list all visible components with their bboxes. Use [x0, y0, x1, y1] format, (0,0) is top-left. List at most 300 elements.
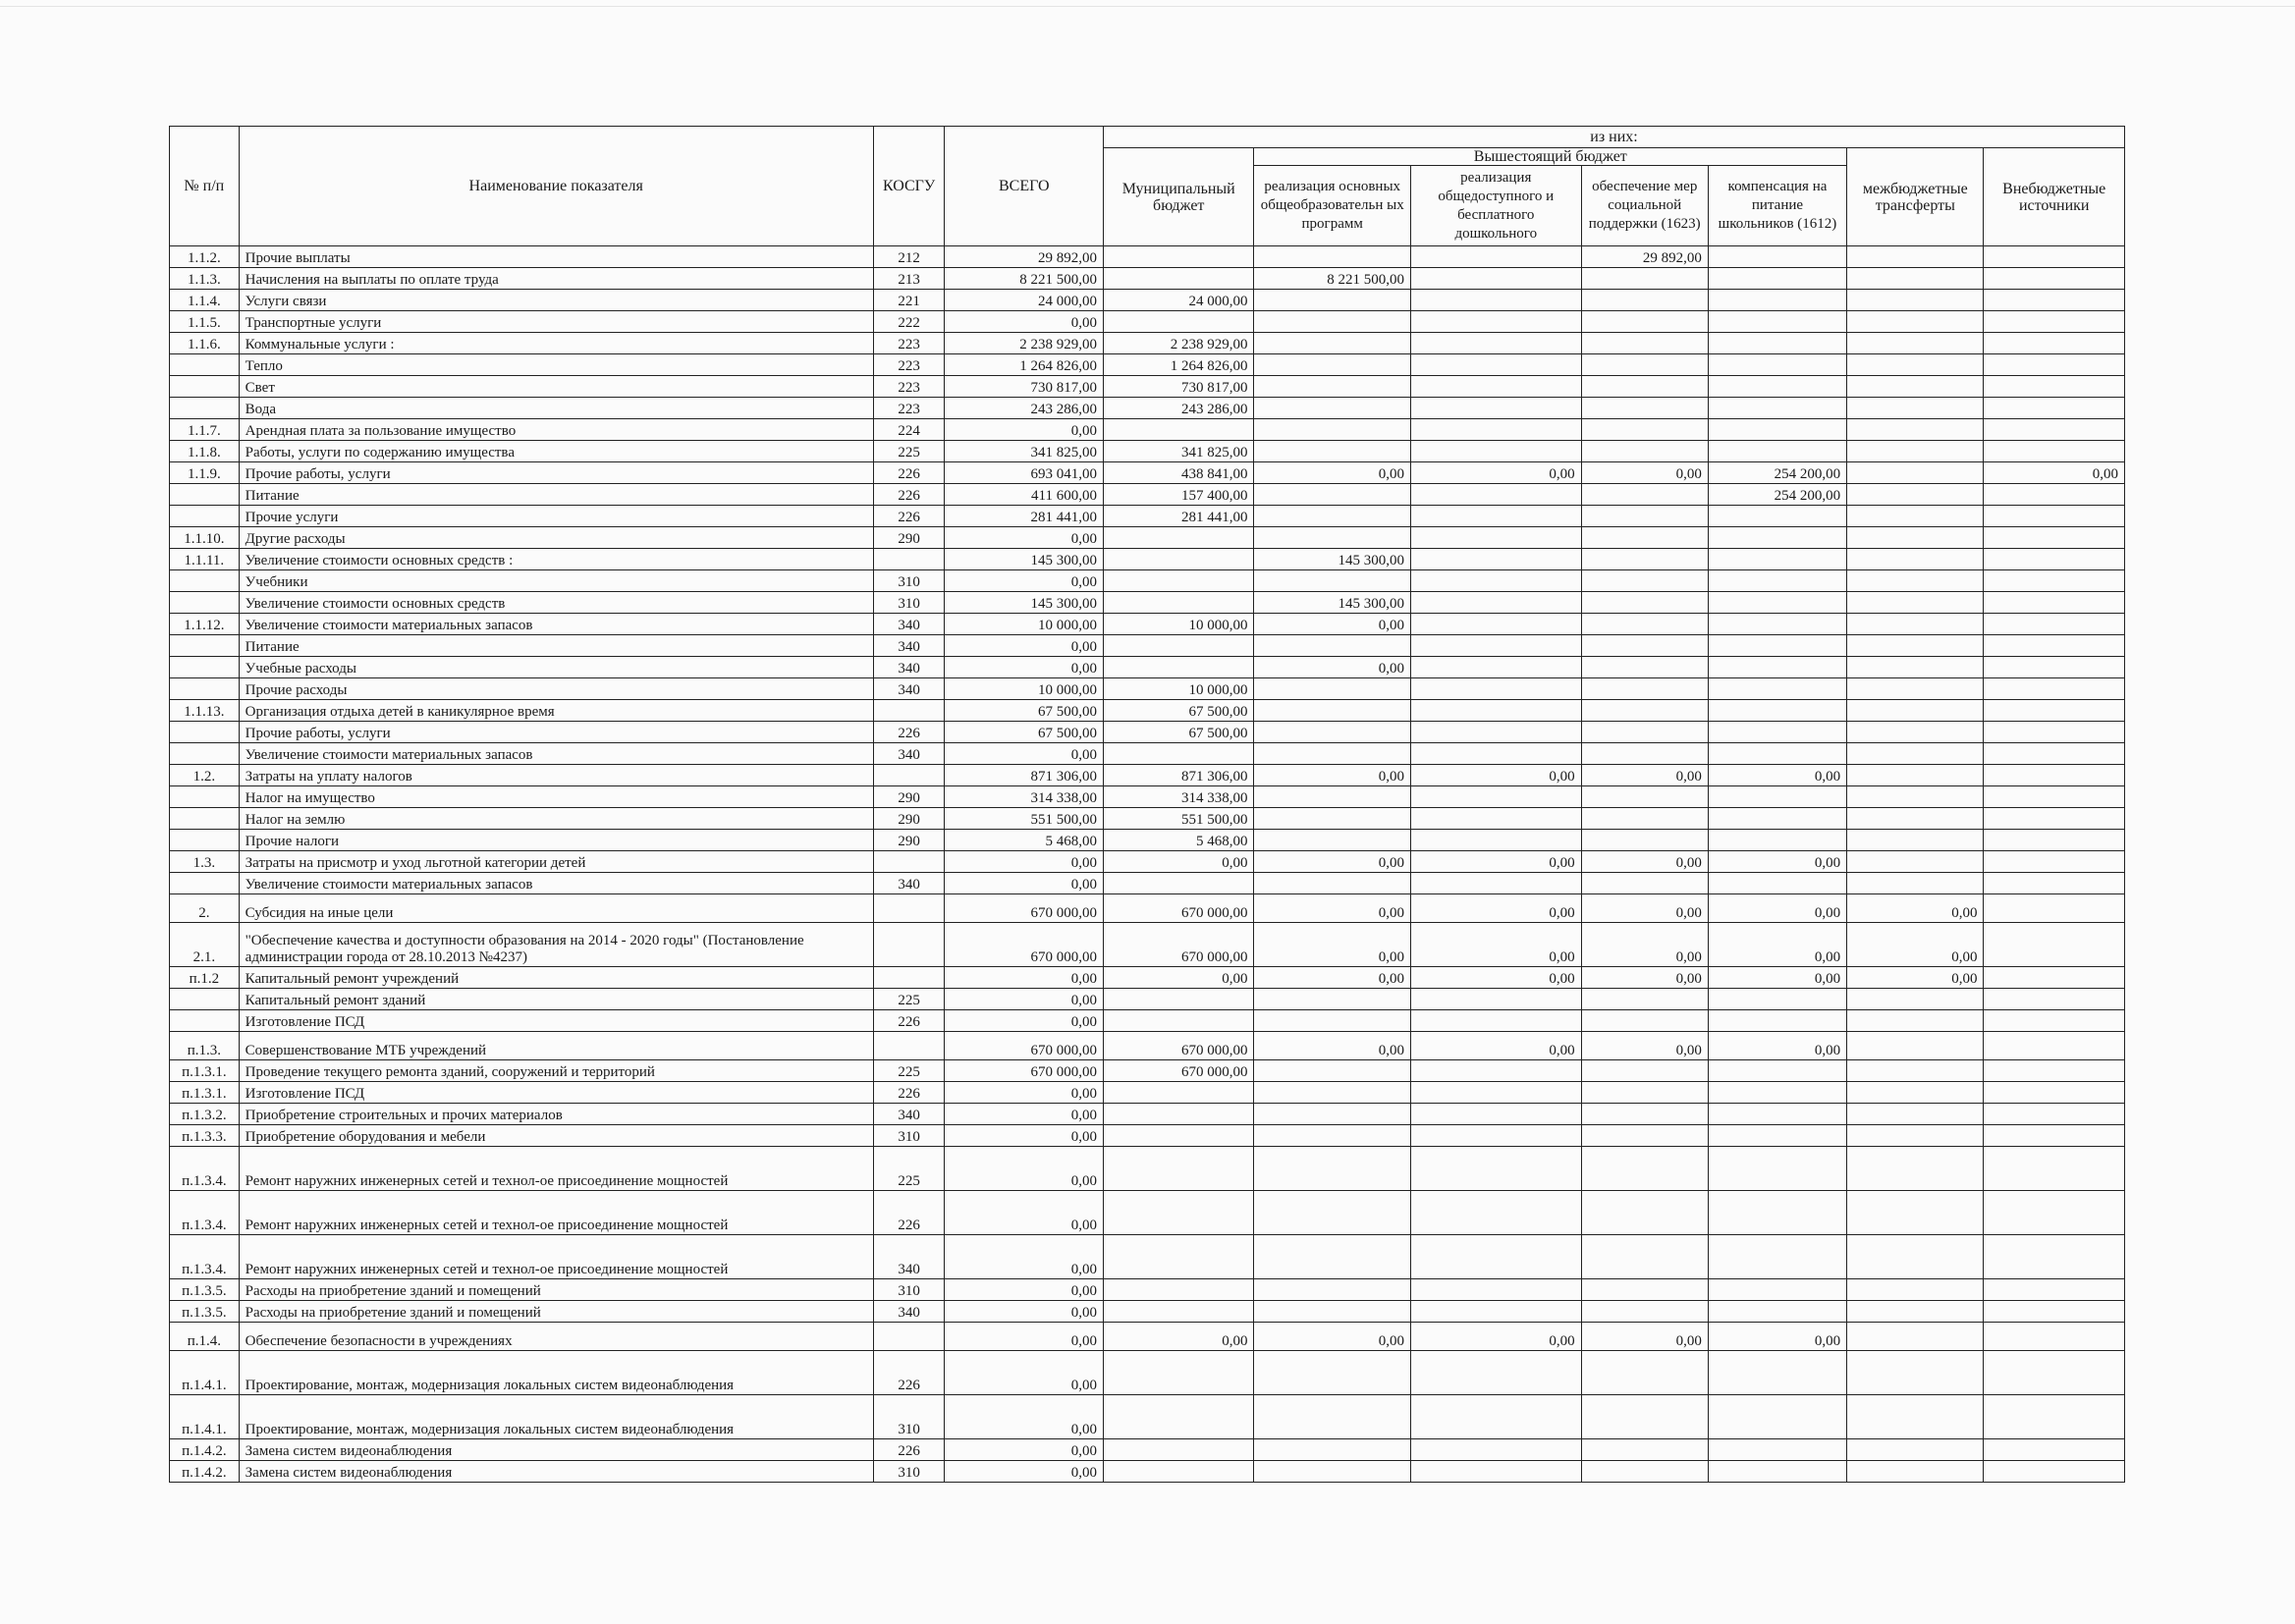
- row-extrabudget: [1984, 311, 2125, 333]
- row-preschool: 0,00: [1410, 462, 1581, 484]
- budget-sheet: [169, 126, 2125, 1483]
- row-total: 0,00: [945, 570, 1104, 592]
- table-row: [170, 1010, 2125, 1032]
- row-interbudget: 0,00: [1847, 894, 1984, 923]
- row-code: п.1.3.4.: [170, 1235, 240, 1279]
- row-kosgu: [873, 894, 945, 923]
- row-meal-compensation: [1708, 1235, 1846, 1279]
- row-interbudget: [1847, 851, 1984, 873]
- row-name: Капитальный ремонт зданий: [239, 989, 873, 1010]
- row-municipal: [1104, 873, 1254, 894]
- header-sub-general-programs: реализация основных общеобразовательн ых программ: [1254, 166, 1411, 246]
- row-interbudget: [1847, 786, 1984, 808]
- row-interbudget: [1847, 376, 1984, 398]
- row-interbudget: 0,00: [1847, 923, 1984, 967]
- row-interbudget: [1847, 1060, 1984, 1082]
- row-code: 1.1.13.: [170, 700, 240, 722]
- row-total: 0,00: [945, 1082, 1104, 1104]
- row-general-programs: [1254, 700, 1411, 722]
- row-code: п.1.2: [170, 967, 240, 989]
- row-name: Организация отдыха детей в каникулярное время: [239, 700, 873, 722]
- row-preschool: [1410, 527, 1581, 549]
- header-name: Наименование показателя: [239, 127, 873, 246]
- row-total: 670 000,00: [945, 923, 1104, 967]
- row-interbudget: [1847, 462, 1984, 484]
- row-extrabudget: [1984, 1279, 2125, 1301]
- row-municipal: [1104, 246, 1254, 268]
- row-preschool: [1410, 700, 1581, 722]
- row-interbudget: [1847, 989, 1984, 1010]
- row-general-programs: 0,00: [1254, 657, 1411, 678]
- row-code: [170, 830, 240, 851]
- row-kosgu: 226: [873, 506, 945, 527]
- row-social-support: [1581, 1439, 1708, 1461]
- row-name: Увеличение стоимости материальных запасов: [239, 743, 873, 765]
- row-code: [170, 989, 240, 1010]
- row-code: п.1.3.4.: [170, 1147, 240, 1191]
- row-meal-compensation: [1708, 419, 1846, 441]
- row-social-support: [1581, 1279, 1708, 1301]
- row-total: 411 600,00: [945, 484, 1104, 506]
- table-row: [170, 290, 2125, 311]
- row-municipal: 0,00: [1104, 967, 1254, 989]
- row-social-support: [1581, 527, 1708, 549]
- row-preschool: [1410, 1301, 1581, 1323]
- row-total: 281 441,00: [945, 506, 1104, 527]
- table-row: [170, 1461, 2125, 1483]
- row-kosgu: [873, 967, 945, 989]
- row-social-support: 29 892,00: [1581, 246, 1708, 268]
- row-general-programs: [1254, 398, 1411, 419]
- row-interbudget: [1847, 484, 1984, 506]
- row-general-programs: [1254, 808, 1411, 830]
- row-meal-compensation: [1708, 989, 1846, 1010]
- table-row: [170, 1060, 2125, 1082]
- header-sub-preschool: реализация общедоступного и бесплатного дошкольного: [1410, 166, 1581, 246]
- row-code: п.1.3.5.: [170, 1301, 240, 1323]
- row-code: 1.1.9.: [170, 462, 240, 484]
- row-code: [170, 743, 240, 765]
- row-extrabudget: [1984, 851, 2125, 873]
- row-social-support: [1581, 1301, 1708, 1323]
- header-total: ВСЕГО: [945, 127, 1104, 246]
- row-total: 2 238 929,00: [945, 333, 1104, 354]
- row-interbudget: [1847, 1032, 1984, 1060]
- row-social-support: [1581, 1235, 1708, 1279]
- row-interbudget: [1847, 808, 1984, 830]
- row-kosgu: 340: [873, 657, 945, 678]
- row-general-programs: [1254, 419, 1411, 441]
- row-meal-compensation: 0,00: [1708, 894, 1846, 923]
- row-name: Учебные расходы: [239, 657, 873, 678]
- row-total: 0,00: [945, 1351, 1104, 1395]
- table-row: [170, 1279, 2125, 1301]
- row-code: [170, 657, 240, 678]
- row-municipal: [1104, 657, 1254, 678]
- row-meal-compensation: [1708, 1060, 1846, 1082]
- row-meal-compensation: [1708, 614, 1846, 635]
- row-name: Прочие налоги: [239, 830, 873, 851]
- row-municipal: [1104, 1395, 1254, 1439]
- row-preschool: [1410, 678, 1581, 700]
- row-meal-compensation: [1708, 1395, 1846, 1439]
- row-meal-compensation: [1708, 1279, 1846, 1301]
- row-general-programs: [1254, 1351, 1411, 1395]
- row-meal-compensation: [1708, 830, 1846, 851]
- scan-edge-line: [0, 6, 2295, 7]
- row-code: 1.3.: [170, 851, 240, 873]
- row-general-programs: [1254, 333, 1411, 354]
- row-general-programs: [1254, 246, 1411, 268]
- row-preschool: 0,00: [1410, 967, 1581, 989]
- row-total: 10 000,00: [945, 614, 1104, 635]
- row-name: Расходы на приобретение зданий и помещений: [239, 1279, 873, 1301]
- row-name: Затраты на уплату налогов: [239, 765, 873, 786]
- table-row: [170, 246, 2125, 268]
- row-code: [170, 506, 240, 527]
- table-row: [170, 549, 2125, 570]
- row-preschool: [1410, 354, 1581, 376]
- table-row: [170, 700, 2125, 722]
- row-code: [170, 873, 240, 894]
- row-meal-compensation: [1708, 678, 1846, 700]
- row-meal-compensation: [1708, 506, 1846, 527]
- row-code: п.1.3.1.: [170, 1082, 240, 1104]
- row-name: Услуги связи: [239, 290, 873, 311]
- row-extrabudget: 0,00: [1984, 462, 2125, 484]
- table-row: [170, 592, 2125, 614]
- row-municipal: [1104, 1125, 1254, 1147]
- row-kosgu: [873, 851, 945, 873]
- table-row: [170, 635, 2125, 657]
- row-meal-compensation: [1708, 311, 1846, 333]
- row-extrabudget: [1984, 830, 2125, 851]
- row-kosgu: 310: [873, 1279, 945, 1301]
- table-row: [170, 967, 2125, 989]
- row-code: п.1.4.1.: [170, 1351, 240, 1395]
- table-row: [170, 614, 2125, 635]
- row-general-programs: 0,00: [1254, 1032, 1411, 1060]
- row-extrabudget: [1984, 290, 2125, 311]
- row-municipal: [1104, 592, 1254, 614]
- row-social-support: 0,00: [1581, 923, 1708, 967]
- table-row: [170, 1147, 2125, 1191]
- row-municipal: 341 825,00: [1104, 441, 1254, 462]
- row-kosgu: 226: [873, 1191, 945, 1235]
- row-total: 693 041,00: [945, 462, 1104, 484]
- row-code: п.1.4.: [170, 1323, 240, 1351]
- row-preschool: [1410, 1235, 1581, 1279]
- row-social-support: [1581, 1010, 1708, 1032]
- row-social-support: [1581, 268, 1708, 290]
- row-interbudget: [1847, 1323, 1984, 1351]
- row-total: 0,00: [945, 657, 1104, 678]
- row-extrabudget: [1984, 635, 2125, 657]
- row-preschool: [1410, 333, 1581, 354]
- row-social-support: [1581, 635, 1708, 657]
- row-municipal: 67 500,00: [1104, 700, 1254, 722]
- row-interbudget: [1847, 1235, 1984, 1279]
- row-social-support: [1581, 786, 1708, 808]
- row-name: Замена систем видеонаблюдения: [239, 1439, 873, 1461]
- row-general-programs: 0,00: [1254, 923, 1411, 967]
- row-meal-compensation: [1708, 441, 1846, 462]
- row-general-programs: [1254, 830, 1411, 851]
- table-row: [170, 462, 2125, 484]
- table-row: [170, 989, 2125, 1010]
- table-row: [170, 570, 2125, 592]
- row-social-support: [1581, 1104, 1708, 1125]
- header-extrabudget: Внебюджетные источники: [1984, 148, 2125, 246]
- row-name: Начисления на выплаты по оплате труда: [239, 268, 873, 290]
- row-interbudget: [1847, 354, 1984, 376]
- row-name: Налог на землю: [239, 808, 873, 830]
- table-row: [170, 1301, 2125, 1323]
- table-row: [170, 1104, 2125, 1125]
- row-total: 0,00: [945, 1010, 1104, 1032]
- row-meal-compensation: [1708, 268, 1846, 290]
- row-general-programs: 0,00: [1254, 462, 1411, 484]
- row-social-support: [1581, 722, 1708, 743]
- row-extrabudget: [1984, 743, 2125, 765]
- row-preschool: [1410, 506, 1581, 527]
- row-municipal: 0,00: [1104, 1323, 1254, 1351]
- row-preschool: 0,00: [1410, 894, 1581, 923]
- row-kosgu: [873, 700, 945, 722]
- row-extrabudget: [1984, 1439, 2125, 1461]
- row-social-support: 0,00: [1581, 462, 1708, 484]
- row-kosgu: 223: [873, 376, 945, 398]
- row-code: [170, 354, 240, 376]
- row-extrabudget: [1984, 506, 2125, 527]
- row-extrabudget: [1984, 549, 2125, 570]
- row-general-programs: [1254, 506, 1411, 527]
- row-social-support: [1581, 419, 1708, 441]
- row-code: 1.1.3.: [170, 268, 240, 290]
- row-extrabudget: [1984, 441, 2125, 462]
- row-interbudget: 0,00: [1847, 967, 1984, 989]
- row-name: Прочие работы, услуги: [239, 462, 873, 484]
- row-total: 67 500,00: [945, 700, 1104, 722]
- row-kosgu: [873, 1323, 945, 1351]
- row-social-support: [1581, 1395, 1708, 1439]
- row-name: Проектирование, монтаж, модернизация локальных систем видеонаблюдения: [239, 1351, 873, 1395]
- row-municipal: [1104, 1147, 1254, 1191]
- row-extrabudget: [1984, 1461, 2125, 1483]
- row-preschool: [1410, 1279, 1581, 1301]
- table-row: [170, 786, 2125, 808]
- row-extrabudget: [1984, 354, 2125, 376]
- row-code: 2.: [170, 894, 240, 923]
- row-social-support: [1581, 484, 1708, 506]
- row-interbudget: [1847, 1125, 1984, 1147]
- row-general-programs: [1254, 354, 1411, 376]
- row-social-support: [1581, 1191, 1708, 1235]
- row-code: п.1.4.2.: [170, 1439, 240, 1461]
- row-name: Увеличение стоимости материальных запасов: [239, 873, 873, 894]
- row-total: 0,00: [945, 1439, 1104, 1461]
- row-name: Капитальный ремонт учреждений: [239, 967, 873, 989]
- row-extrabudget: [1984, 1082, 2125, 1104]
- row-interbudget: [1847, 527, 1984, 549]
- row-meal-compensation: [1708, 290, 1846, 311]
- row-preschool: [1410, 808, 1581, 830]
- row-municipal: 670 000,00: [1104, 894, 1254, 923]
- row-municipal: 243 286,00: [1104, 398, 1254, 419]
- row-meal-compensation: [1708, 398, 1846, 419]
- row-name: Субсидия на иные цели: [239, 894, 873, 923]
- table-row: [170, 1082, 2125, 1104]
- row-social-support: 0,00: [1581, 765, 1708, 786]
- table-row: [170, 722, 2125, 743]
- table-row: [170, 376, 2125, 398]
- row-extrabudget: [1984, 1301, 2125, 1323]
- row-general-programs: 8 221 500,00: [1254, 268, 1411, 290]
- table-row: [170, 354, 2125, 376]
- row-municipal: [1104, 419, 1254, 441]
- row-preschool: [1410, 376, 1581, 398]
- row-social-support: [1581, 743, 1708, 765]
- row-kosgu: 223: [873, 354, 945, 376]
- header-municipal: Муниципальный бюджет: [1104, 148, 1254, 246]
- row-municipal: [1104, 635, 1254, 657]
- row-interbudget: [1847, 1351, 1984, 1395]
- row-extrabudget: [1984, 657, 2125, 678]
- row-name: Проектирование, монтаж, модернизация локальных систем видеонаблюдения: [239, 1395, 873, 1439]
- row-preschool: 0,00: [1410, 1323, 1581, 1351]
- row-general-programs: [1254, 1279, 1411, 1301]
- row-social-support: [1581, 808, 1708, 830]
- table-row: [170, 506, 2125, 527]
- row-total: 0,00: [945, 873, 1104, 894]
- row-kosgu: 340: [873, 614, 945, 635]
- row-kosgu: 290: [873, 527, 945, 549]
- row-total: 0,00: [945, 1235, 1104, 1279]
- row-interbudget: [1847, 1279, 1984, 1301]
- row-kosgu: 213: [873, 268, 945, 290]
- row-municipal: [1104, 549, 1254, 570]
- row-name: Ремонт наружних инженерных сетей и технол-ое присоединение мощностей: [239, 1191, 873, 1235]
- row-code: [170, 635, 240, 657]
- row-general-programs: [1254, 1125, 1411, 1147]
- table-row: [170, 678, 2125, 700]
- row-interbudget: [1847, 419, 1984, 441]
- row-meal-compensation: 0,00: [1708, 1323, 1846, 1351]
- row-preschool: [1410, 484, 1581, 506]
- table-row: [170, 398, 2125, 419]
- row-name: Питание: [239, 635, 873, 657]
- row-name: Обеспечение безопасности в учреждениях: [239, 1323, 873, 1351]
- row-municipal: 314 338,00: [1104, 786, 1254, 808]
- row-code: 1.2.: [170, 765, 240, 786]
- row-meal-compensation: [1708, 376, 1846, 398]
- row-total: 670 000,00: [945, 1060, 1104, 1082]
- row-code: [170, 484, 240, 506]
- row-code: [170, 398, 240, 419]
- row-social-support: [1581, 441, 1708, 462]
- row-extrabudget: [1984, 1191, 2125, 1235]
- row-total: 145 300,00: [945, 549, 1104, 570]
- row-kosgu: 226: [873, 722, 945, 743]
- row-name: Замена систем видеонаблюдения: [239, 1461, 873, 1483]
- row-meal-compensation: [1708, 1125, 1846, 1147]
- row-meal-compensation: [1708, 700, 1846, 722]
- row-extrabudget: [1984, 527, 2125, 549]
- row-name: Питание: [239, 484, 873, 506]
- row-extrabudget: [1984, 1351, 2125, 1395]
- row-total: 67 500,00: [945, 722, 1104, 743]
- row-preschool: [1410, 743, 1581, 765]
- row-social-support: [1581, 592, 1708, 614]
- row-meal-compensation: [1708, 635, 1846, 657]
- row-extrabudget: [1984, 894, 2125, 923]
- row-code: [170, 376, 240, 398]
- row-meal-compensation: [1708, 1082, 1846, 1104]
- row-municipal: 1 264 826,00: [1104, 354, 1254, 376]
- row-preschool: [1410, 1461, 1581, 1483]
- row-general-programs: [1254, 1301, 1411, 1323]
- row-code: п.1.4.2.: [170, 1461, 240, 1483]
- row-extrabudget: [1984, 376, 2125, 398]
- row-total: 0,00: [945, 1461, 1104, 1483]
- row-municipal: 730 817,00: [1104, 376, 1254, 398]
- row-code: 1.1.5.: [170, 311, 240, 333]
- table-row: [170, 808, 2125, 830]
- row-preschool: [1410, 398, 1581, 419]
- row-municipal: 670 000,00: [1104, 923, 1254, 967]
- row-kosgu: [873, 1032, 945, 1060]
- row-social-support: 0,00: [1581, 967, 1708, 989]
- row-interbudget: [1847, 1439, 1984, 1461]
- row-general-programs: 0,00: [1254, 765, 1411, 786]
- row-name: Увеличение стоимости основных средств: [239, 592, 873, 614]
- row-general-programs: [1254, 1191, 1411, 1235]
- row-code: 1.1.2.: [170, 246, 240, 268]
- row-meal-compensation: [1708, 873, 1846, 894]
- header-kosgu: КОСГУ: [873, 127, 945, 246]
- row-general-programs: [1254, 1147, 1411, 1191]
- table-row: [170, 484, 2125, 506]
- row-social-support: 0,00: [1581, 851, 1708, 873]
- row-code: 2.1.: [170, 923, 240, 967]
- row-preschool: [1410, 873, 1581, 894]
- row-social-support: [1581, 290, 1708, 311]
- header-num: № п/п: [170, 127, 240, 246]
- row-meal-compensation: [1708, 1191, 1846, 1235]
- row-interbudget: [1847, 1010, 1984, 1032]
- row-meal-compensation: [1708, 657, 1846, 678]
- row-extrabudget: [1984, 398, 2125, 419]
- row-name: Затраты на присмотр и уход льготной категории детей: [239, 851, 873, 873]
- row-preschool: [1410, 1439, 1581, 1461]
- table-row: [170, 419, 2125, 441]
- row-name: Приобретение оборудования и мебели: [239, 1125, 873, 1147]
- table-row: [170, 1032, 2125, 1060]
- row-meal-compensation: [1708, 1010, 1846, 1032]
- row-preschool: [1410, 290, 1581, 311]
- row-general-programs: [1254, 1235, 1411, 1279]
- row-total: 0,00: [945, 1301, 1104, 1323]
- row-extrabudget: [1984, 1060, 2125, 1082]
- row-kosgu: 226: [873, 484, 945, 506]
- row-interbudget: [1847, 246, 1984, 268]
- row-kosgu: 340: [873, 635, 945, 657]
- row-total: 0,00: [945, 743, 1104, 765]
- row-municipal: [1104, 1301, 1254, 1323]
- row-name: Работы, услуги по содержанию имущества: [239, 441, 873, 462]
- row-meal-compensation: [1708, 808, 1846, 830]
- row-general-programs: [1254, 311, 1411, 333]
